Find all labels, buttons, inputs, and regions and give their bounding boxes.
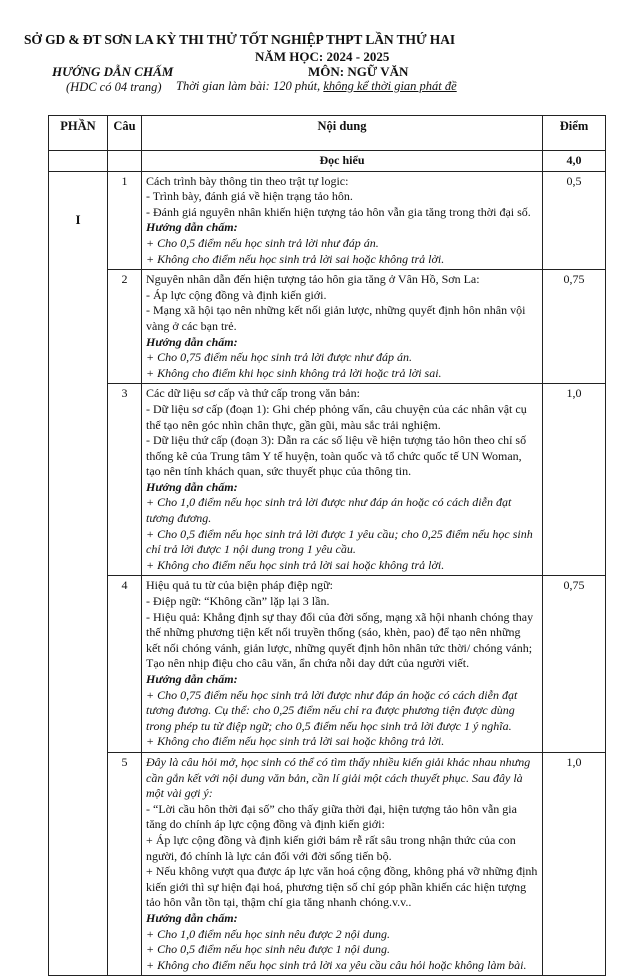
guide-line: + Không cho điểm nếu học sinh trả lời sai hoặc không trả lời. — [146, 557, 445, 572]
page-count-note: (HDC có 04 trang) — [66, 80, 162, 94]
answer-line: + Nếu không vượt qua được áp lực văn hoá cộng đồng, không phá vỡ những định kiến giới thì sự hiện đại hoá, phương tiện số chỉ góp phần khiến các hiện tượng tảo hôn vẫn tồn tại, thậm chí gia tăng nhanh chóng.v.v.. — [146, 864, 538, 910]
answer-line: - Dữ liệu thứ cấp (đoạn 3): Dẫn ra các số liệu về hiện tượng tảo hôn theo chỉ số thống kê của Trung tâm Y tế huyện, toàn quốc và tổ chức quốc tế UN Woman, tạo nên tính khách quan, sức thuyết phục của thông tin. — [146, 433, 527, 479]
time-underlined: không kể thời gian phát đề — [323, 79, 457, 93]
guide-heading: Hướng dẫn chấm: — [146, 334, 238, 349]
section-row — [49, 151, 606, 172]
guide-heading: Hướng dẫn chấm: — [146, 672, 238, 686]
section-part-empty — [49, 151, 108, 172]
question-content — [142, 576, 543, 753]
table-row — [49, 576, 606, 753]
guide-heading: Hướng dẫn chấm: — [146, 479, 238, 494]
guide-line: + Cho 0,5 điểm nếu học sinh trả lời được 1 yêu cầu; cho 0,25 điểm nếu học sinh chỉ trả lời được 1 nội dung trong 1 yêu cầu. — [146, 526, 533, 557]
subject-title: MÔN: NGỮ VĂN — [308, 64, 409, 79]
answer-line: Cách trình bày thông tin theo trật tự logic: — [146, 173, 349, 188]
answer-line: Nguyên nhân dẫn đến hiện tượng tảo hôn gia tăng ở Vân Hồ, Sơn La: — [146, 272, 480, 287]
question-content — [142, 752, 543, 975]
guide-heading: Hướng dẫn chấm: — [146, 220, 238, 235]
answer-line: - “Lời cầu hôn thời đại số” cho thấy giữa thời đại, hiện tượng tảo hôn vẫn gia tăng do chính áp lực cộng đồng và định kiến giới: — [146, 801, 517, 832]
question-content — [142, 270, 543, 384]
grading-table — [48, 115, 606, 976]
guide-line: + Không cho điểm nếu học sinh trả lời xa yêu cầu câu hỏi hoặc không làm bài. — [146, 957, 527, 972]
answer-line: Hiệu quả tu từ của biện pháp điệp ngữ: — [146, 578, 333, 593]
guide-line: + Cho 0,5 điểm nếu học sinh nêu được 1 nội dung. — [146, 942, 391, 957]
answer-line: - Hiệu quả: Khẳng định sự thay đổi của đời sống, mạng xã hội nhanh chóng thay thế những phương tiện kết nối truyền thống (sáo, khèn, pao) để tạo nên những kết nối chóng vánh, giản lược, những quyết định hôn nhân tức thời/ chóng vánh; Tạo nên nhịp điệu cho câu văn, ẩn chứa nỗi day dứt của người viết. — [146, 609, 534, 671]
answer-line: - Trình bày, đánh giá về hiện trạng tảo hôn. — [146, 189, 353, 204]
table-row — [49, 171, 606, 270]
question-number: 5 — [108, 752, 142, 975]
guide-title: HƯỚNG DẪN CHẤM — [52, 64, 174, 79]
table-row — [49, 384, 606, 576]
guide-line: + Không cho điểm nếu học sinh trả lời sai hoặc không trả lời. — [146, 734, 445, 749]
guide-line: + Không cho điểm khi học sinh không trả lời hoặc trả lời sai. — [146, 365, 442, 380]
answer-line: Các dữ liệu sơ cấp và thứ cấp trong văn bản: — [146, 386, 360, 401]
document-header — [0, 0, 624, 118]
question-content — [142, 171, 543, 270]
section-question-empty — [108, 151, 142, 172]
question-score: 1,0 — [543, 384, 606, 576]
section-score: 4,0 — [543, 151, 606, 172]
guide-line: + Cho 0,75 điểm nếu học sinh trả lời được như đáp án. — [146, 350, 412, 365]
time-note — [176, 79, 457, 94]
question-number: 4 — [108, 576, 142, 753]
header-part: PHẦN — [49, 116, 108, 151]
guide-line: + Cho 0,5 điểm nếu học sinh trả lời như đáp án. — [146, 235, 379, 250]
question-score: 0,75 — [543, 576, 606, 753]
answer-line: - Đánh giá nguyên nhân khiến hiện tượng tảo hôn vẫn gia tăng trong thời đại số. — [146, 204, 531, 219]
school-year: NĂM HỌC: 2024 - 2025 — [255, 49, 390, 64]
guide-line: + Cho 1,0 điểm nếu học sinh nêu được 2 nội dung. — [146, 926, 391, 941]
question-number: 3 — [108, 384, 142, 576]
table-row — [49, 752, 606, 975]
part-label: I — [49, 171, 108, 976]
question-number: 1 — [108, 171, 142, 270]
header-score: Điểm — [543, 116, 606, 151]
answer-line: - Điệp ngữ: “Không cần” lặp lại 3 lần. — [146, 594, 330, 609]
answer-line: + Áp lực cộng đồng và định kiến giới bám rễ rất sâu trong nhận thức của con người, đó chính là lực cản đối với đời sống tiến bộ. — [146, 832, 516, 863]
guide-heading: Hướng dẫn chấm: — [146, 910, 238, 925]
answer-line: - Áp lực cộng đồng và định kiến giới. — [146, 287, 327, 302]
section-title: Đọc hiểu — [142, 151, 543, 172]
question-score: 0,5 — [543, 171, 606, 270]
table-header-row — [49, 116, 606, 151]
guide-line: + Cho 0,75 điểm nếu học sinh trả lời được như đáp án hoặc có cách diễn đạt tương đương. Cụ thể: cho 0,25 điểm nếu chỉ ra được phương tiện được dùng trong phép tu từ điệp ngữ; cho 0,5 điểm nếu học sinh trả lời được 1 ý nghĩa. — [146, 687, 518, 733]
question-score: 0,75 — [543, 270, 606, 384]
answer-line: - Dữ liệu sơ cấp (đoạn 1): Ghi chép phỏng vấn, câu chuyện của các nhân vật cụ thể tạo nên góc nhìn chân thực, gần gũi, màu sắc trải nghiệm. — [146, 401, 527, 432]
header-line-1: SỞ GD & ĐT SƠN LA KỲ THI THỬ TỐT NGHIỆP THPT LẦN THỨ HAI — [24, 32, 456, 47]
time-prefix: Thời gian làm bài: 120 phút, — [176, 79, 324, 93]
guide-line: + Không cho điểm nếu học sinh trả lời sai hoặc không trả lời. — [146, 251, 445, 266]
table-row — [49, 270, 606, 384]
header-question: Câu — [108, 116, 142, 151]
question-number: 2 — [108, 270, 142, 384]
answer-intro: Đây là câu hỏi mở, học sinh có thể có tìm thấy nhiều kiến giải khác nhau nhưng cần gắn kết với nội dung văn bản, cần lí giải một cách thuyết phục. Sau đây là một vài gợi ý: — [146, 754, 531, 801]
guide-line: + Cho 1,0 điểm nếu học sinh trả lời được như đáp án hoặc có cách diễn đạt tương đương. — [146, 495, 512, 526]
question-score: 1,0 — [543, 752, 606, 975]
header-content: Nội dung — [142, 116, 543, 151]
answer-line: - Mạng xã hội tạo nên những kết nối giản lược, những quyết định hôn nhân vội vàng ở các bạn trẻ. — [146, 303, 526, 333]
question-content — [142, 384, 543, 576]
